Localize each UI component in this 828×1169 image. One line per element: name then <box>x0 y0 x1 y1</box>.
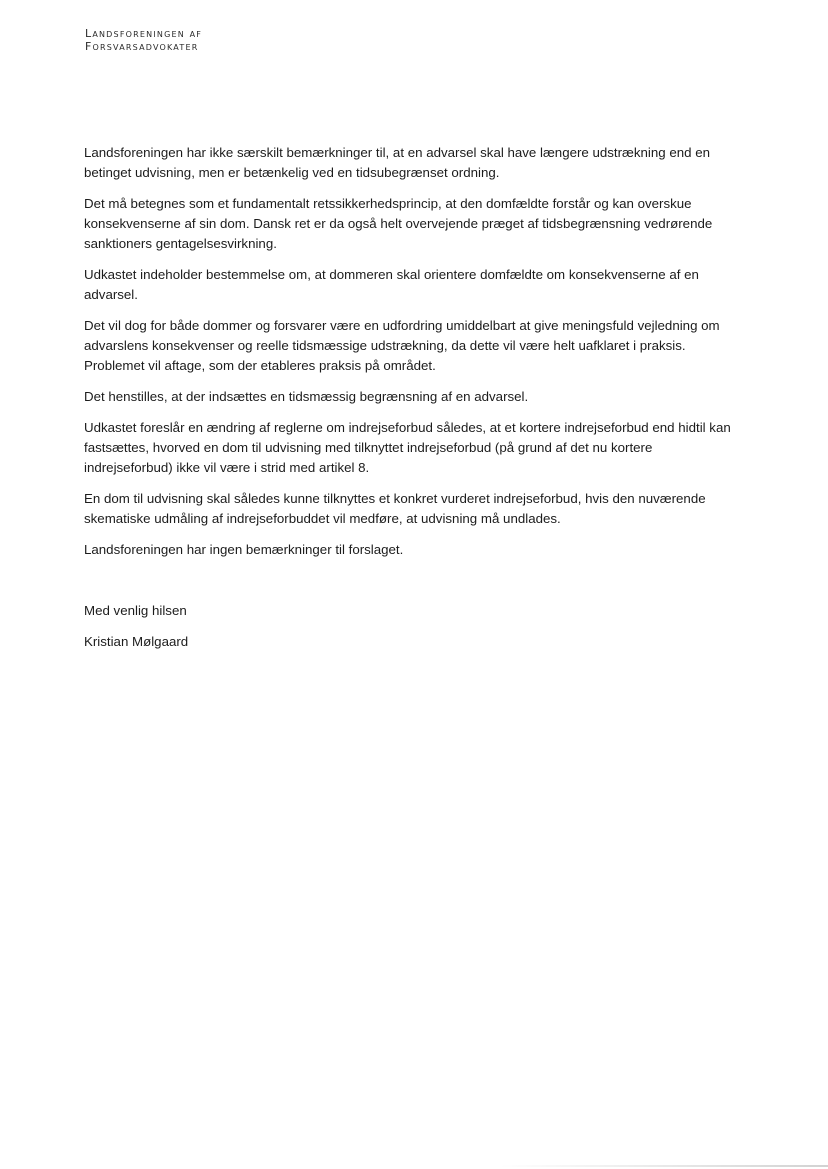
letterhead-line-2: Forsvarsadvokater <box>85 40 199 53</box>
paragraph: Udkastet foreslår en ændring af reglerne om indrejseforbud således, at et kortere indrejseforbud end hidtil kan fastsættes, hvorved en dom til udvisning med tilknyttet indrejseforbud (på grund af det nu kortere indrejseforbud) ikke vil være i strid med artikel 8. <box>84 420 731 475</box>
paragraph: Det henstilles, at der indsættes en tidsmæssig begrænsning af en advarsel. <box>84 389 529 404</box>
paragraph: Det vil dog for både dommer og forsvarer være en udfordring umiddelbart at give meningsfuld vejledning om advarslens konsekvenser og reelle tidsmæssige udstrækning, da dette vil være helt uafklaret i praksis. Problemet vil aftage, som der etableres praksis på området. <box>84 318 720 373</box>
paragraph: Udkastet indeholder bestemmelse om, at dommeren skal orientere domfældte om konsekvenserne af en advarsel. <box>84 267 699 302</box>
paragraph: Landsforeningen har ingen bemærkninger til forslaget. <box>84 542 404 557</box>
letter-body <box>84 143 744 571</box>
scan-edge <box>500 1165 828 1167</box>
paragraph: Landsforeningen har ikke særskilt bemærkninger til, at en advarsel skal have længere udstrækning end en betinget udvisning, men er betænkelig ved en tidsubegrænset ordning. <box>84 145 711 180</box>
letterhead-line-1: Landsforeningen af <box>85 27 203 40</box>
paragraph: En dom til udvisning skal således kunne tilknyttes et konkret vurderet indrejseforbud, hvis den nuværende skematiske udmåling af indrejseforbuddet vil medføre, at udvisning må undlades. <box>84 491 706 526</box>
signature-name: Kristian Mølgaard <box>84 634 189 649</box>
closing-greeting: Med venlig hilsen <box>84 603 187 618</box>
letter-closing <box>84 601 188 652</box>
letterhead <box>85 27 202 53</box>
paragraph: Det må betegnes som et fundamentalt retssikkerhedsprincip, at den domfældte forstår og kan overskue konsekvenserne af sin dom. Dansk ret er da også helt overvejende præget af tidsbegrænsning vedrørende sanktioners gentagelsesvirkning. <box>84 196 713 251</box>
